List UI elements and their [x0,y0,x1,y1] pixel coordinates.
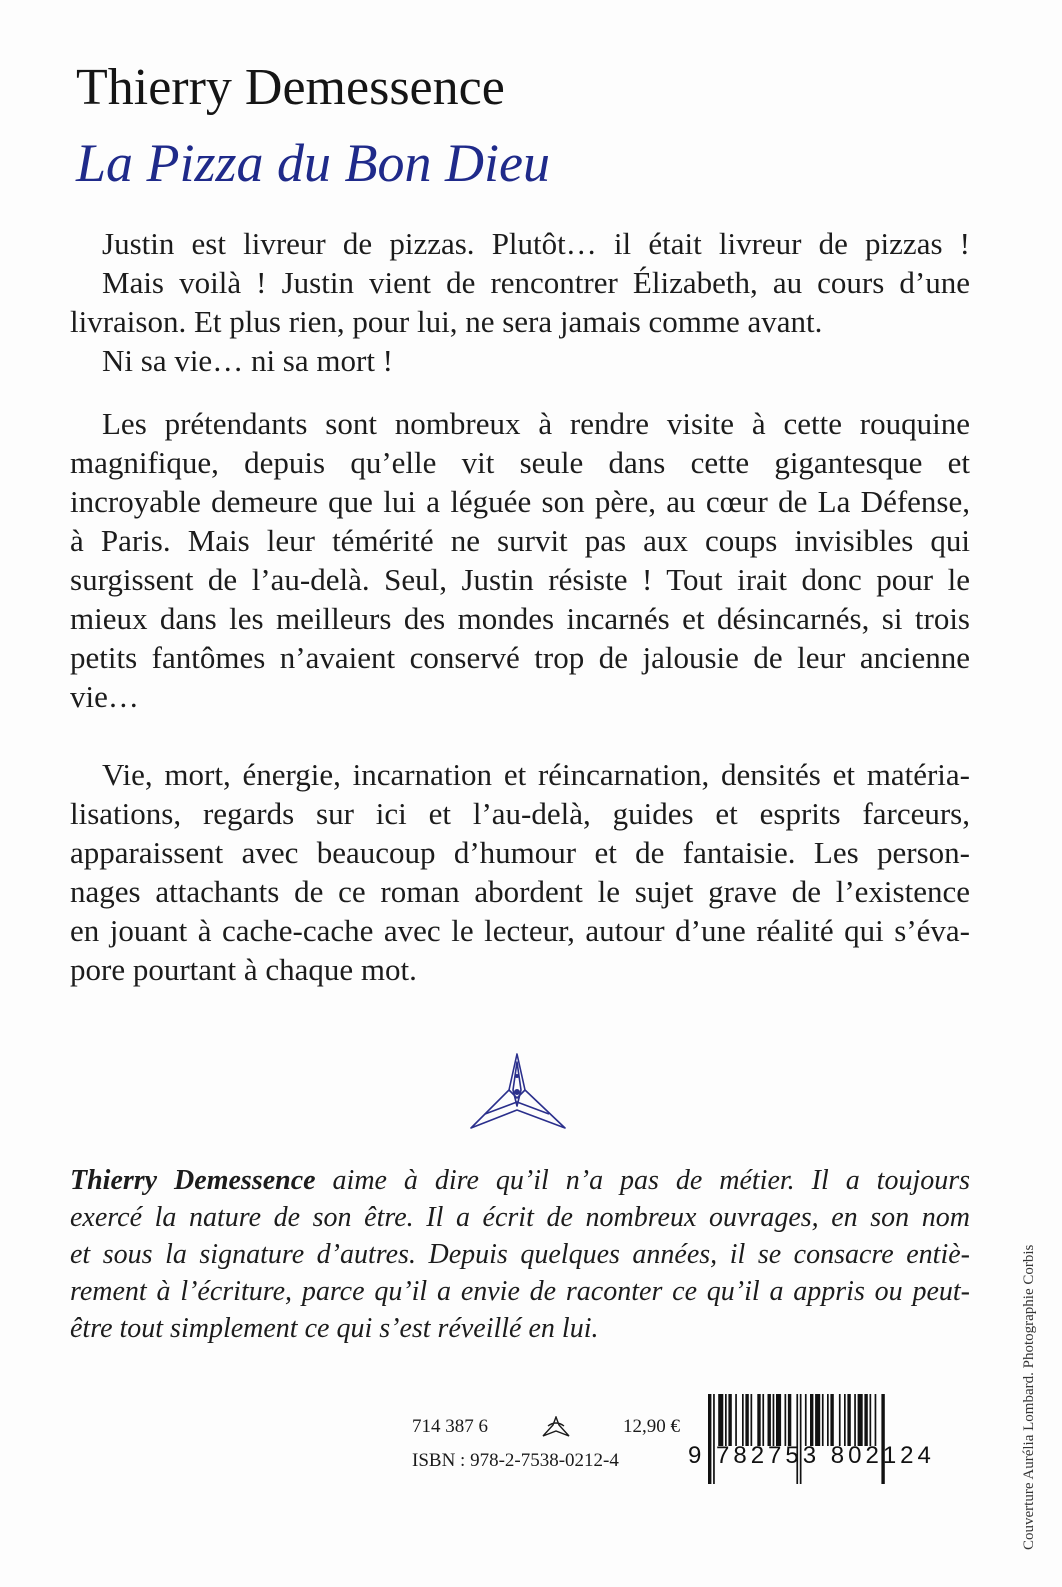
blurb-line: livraison. Et plus rien, pour lui, ne sera jamais comme avant. [70,304,823,339]
blurb-line: apparaissent avec beaucoup d’humour et de fantaisie. Les person- [70,835,970,870]
barcode-bar [796,1394,798,1484]
publisher-star-emblem-icon [465,1052,570,1132]
blurb-line: Ni sa vie… ni sa mort ! [102,343,394,378]
barcode-bar [762,1394,764,1446]
blurb-line: nages attachants de ce roman abordent le sujet grave de l’existence [70,874,970,909]
price-block [412,1414,680,1472]
barcode-bar [800,1394,802,1484]
bio-line: être tout simplement ce qui s’est réveillé en lui. [70,1313,599,1344]
blurb-line: vie… [70,679,139,714]
blurb-line: en jouant à cache-cache avec le lecteur, autour d’une réalité qui s’éva- [70,913,970,948]
barcode-bar [827,1394,829,1446]
barcode-bar [858,1394,863,1446]
bio-line: exercé la nature de son être. Il a écrit de nombreux ouvrages, en son nom [70,1202,970,1233]
barcode-bar [785,1394,787,1446]
barcode-bar [718,1394,723,1446]
blurb-line: Vie, mort, énergie, incarnation et réincarnation, densités et matéria- [102,757,970,792]
barcode-bar [788,1394,791,1446]
barcode-bar [713,1394,715,1484]
blurb-paragraph-2 [70,404,970,716]
publisher-logo-icon [542,1416,570,1438]
blurb-line: surgissent de l’au-delà. Seul, Justin résiste ! Tout irait donc pour le [70,562,970,597]
author-biography [70,1162,970,1347]
author-name: Thierry Demessence [76,59,505,116]
book-title: La Pizza du Bon Dieu [76,133,551,193]
barcode-bar [757,1394,760,1446]
barcode-bar [728,1394,731,1446]
bio-line: rement à l’écriture, parce qu’il a envie de raconter ce qu’il a appris ou peut- [70,1276,970,1307]
barcode-bar [830,1394,833,1446]
barcode-bar [810,1394,813,1446]
blurb-paragraph-1 [70,224,970,380]
barcode-bar [822,1394,824,1446]
price: 12,90 € [623,1416,680,1437]
barcode-bar [854,1394,856,1446]
blurb-line: mieux dans les meilleurs des mondes incarnés et désincarnés, si trois [70,601,970,636]
barcode-bar [773,1394,775,1446]
isbn: ISBN : 978-2-7538-0212-4 [412,1450,619,1471]
blurb-line: pore pourtant à chaque mot. [70,952,417,987]
barcode-bar [815,1394,820,1446]
blurb-line: petits fantômes n’avaient conservé trop de jalousie de leur ancienne [70,640,970,675]
blurb-line: Justin est livreur de pizzas. Plutôt… il était livreur de pizzas ! [102,226,970,261]
cover-credit: Couverture Aurélia Lombard. Photographie Corbis [1021,1244,1037,1550]
barcode-bar [735,1394,737,1446]
product-code: 714 387 6 [412,1416,488,1437]
barcode-bar [875,1394,877,1446]
bio-line: et sous la signature d’autres. Depuis quelques années, il se consacre entiè- [70,1239,970,1270]
barcode-bar [725,1394,727,1446]
barcode-bar [839,1394,841,1446]
blurb-line: lisations, regards sur ici et l’au-delà, guides et esprits farceurs, [70,796,970,831]
blurb-line: Mais voilà ! Justin vient de rencontrer Élizabeth, au cours d’une [102,265,970,300]
barcode-bar [847,1394,850,1446]
blurb-line: incroyable demeure que lui a léguée son père, au cœur de La Défense, [70,484,970,519]
barcode-bar [751,1394,753,1446]
barcode-bar [805,1394,807,1446]
barcode-number: 9 782753 802124 [688,1442,935,1469]
bio-line [70,1162,970,1199]
barcode-bar [742,1394,744,1446]
bio-author-name: Thierry Demessence [70,1165,316,1196]
barcode-bar [881,1394,884,1484]
blurb-line: à Paris. Mais leur témérité ne survit pas aux coups invisibles qui [70,523,970,558]
blurb-line: Les prétendants sont nombreux à rendre visite à cette rouquine [102,406,970,441]
barcode-bar [844,1394,846,1446]
barcode-bar [745,1394,748,1446]
barcode-bar [864,1394,867,1446]
bio-line-text: aime à dire qu’il n’a pas de métier. Il a toujours [315,1165,971,1196]
barcode-bar [768,1394,771,1446]
barcode-bar [776,1394,781,1446]
blurb-paragraph-3 [70,755,970,989]
barcode-bar [870,1394,872,1446]
blurb-line: magnifique, depuis qu’elle vit seule dans cette gigantesque et [70,445,970,480]
barcode-bar [708,1394,711,1484]
